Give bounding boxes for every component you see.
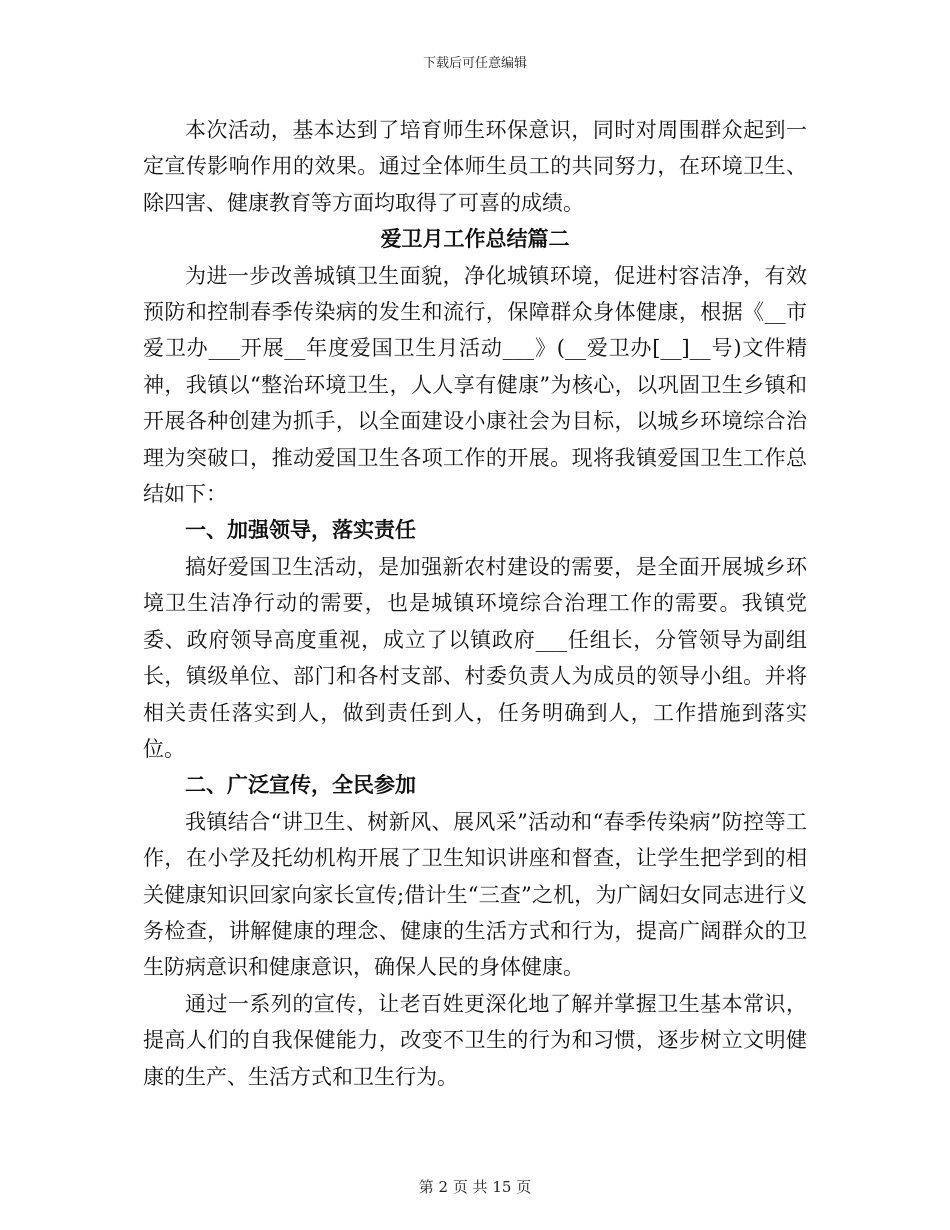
document-body <box>143 112 807 1095</box>
paragraph-activity-summary: 本次活动，基本达到了培育师生环保意识，同时对周围群众起到一定宣传影响作用的效果。通过全体师生员工的共同努力，在环境卫生、除四害、健康教育等方面均取得了可喜的成绩。 <box>143 118 807 215</box>
section-title: 爱卫月工作总结篇二 <box>380 226 570 252</box>
paragraph-leadership: 搞好爱国卫生活动，是加强新农村建设的需要，是全面开展城乡环境卫生洁净行动的需要，也是城镇环境综合治理工作的需要。我镇党委、政府领导高度重视，成立了以镇政府___任组长，分管领导为副组长，镇级单位、部门和各村支部、村委负责人为成员的领导小组。并将相关责任落实到人，做到责任到人，任务明确到人，工作措施到落实位。 <box>143 554 807 761</box>
page-footer: 第 2 页 共 15 页 <box>418 1178 532 1196</box>
page-header: 下载后可任意编辑 <box>422 56 527 71</box>
paragraph-introduction: 为进一步改善城镇卫生面貌，净化城镇环境，促进村容洁净，有效预防和控制春季传染病的发生和流行，保障群众身体健康，根据《__市爱卫办___开展__年度爱国卫生月活动___》(__爱卫办[__]__号)文件精神，我镇以“整治环境卫生，人人享有健康”为核心，以巩固卫生乡镇和开展各种创建为抓手，以全面建设小康社会为目标，以城乡环境综合治理为突破口，推动爱国卫生各项工作的开展。现将我镇爱国卫生工作总结如下： <box>143 263 807 507</box>
heading-leadership: 一、加强领导，落实责任 <box>185 517 416 543</box>
paragraph-outcome: 通过一系列的宣传，让老百姓更深化地了解并掌握卫生基本常识，提高人们的自我保健能力，改变不卫生的行为和习惯，逐步树立文明健康的生产、生活方式和卫生行为。 <box>143 991 807 1089</box>
paragraph-publicity: 我镇结合“讲卫生、树新风、展风采”活动和“春季传染病”防控等工作，在小学及托幼机构开展了卫生知识讲座和督查，让学生把学到的相关健康知识回家向家长宣传;借计生“三查”之机，为广阔妇女同志进行义务检查，讲解健康的理念、健康的生活方式和行为，提高广阔群众的卫生防病意识和健康意识，确保人民的身体健康。 <box>143 809 807 980</box>
heading-publicity: 二、广泛宣传，全民参加 <box>185 772 416 798</box>
